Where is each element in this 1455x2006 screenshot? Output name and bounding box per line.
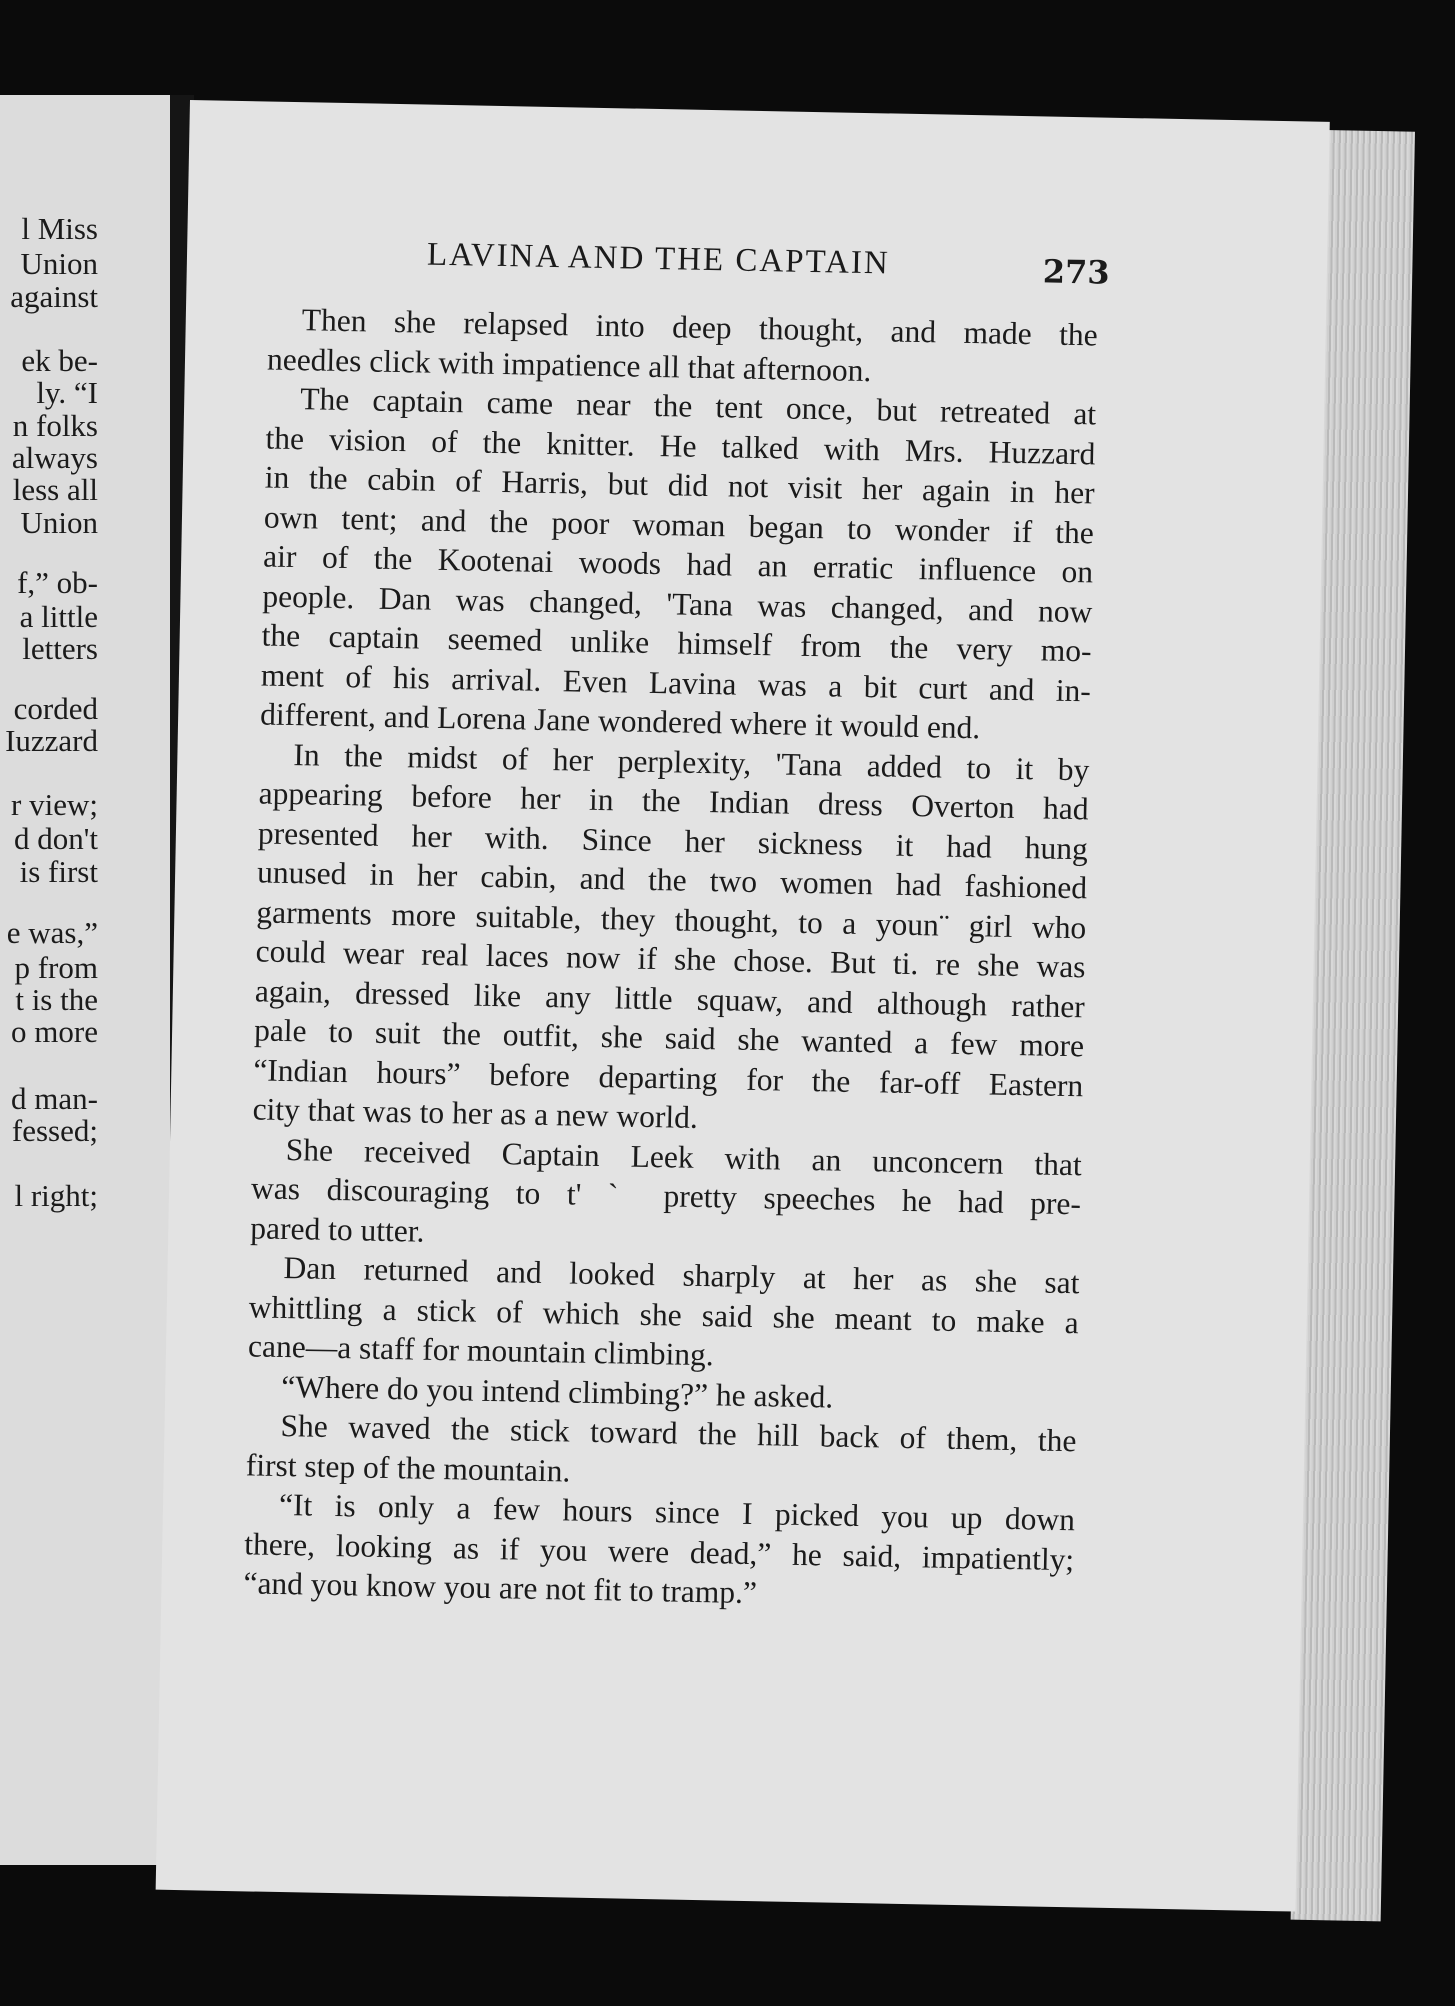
body-text-line: air of the Kootenai woods had an erratic influence on — [262, 538, 1094, 590]
body-text-line: Then she relapsed into deep thought, and made the — [301, 302, 1098, 353]
body-text-line: ment of his arrival. Even Lavina was a bit curt and in- — [260, 656, 1092, 708]
facing-page-line: letters — [22, 631, 98, 666]
body-text-line: In the midst of her perplexity, 'Tana added to it by — [293, 736, 1090, 787]
body-text-line: first step of the mountain. — [245, 1446, 571, 1489]
facing-page-line: p from — [14, 950, 98, 985]
running-head: LAVINA AND THE CAPTAIN — [426, 236, 891, 282]
facing-page-line: d man- — [11, 1081, 98, 1116]
body-text-line: own tent; and the poor woman began to wonder if the — [263, 499, 1095, 550]
body-text-line: garments more suitable, they thought, to a youn¨ girl who — [256, 893, 1087, 945]
body-text-line: there, looking as if you were dead,” he said, impatiently; — [243, 1525, 1075, 1577]
body-text-line: could wear real laces now if she chose. But ti. re she was — [255, 933, 1086, 985]
body-text-line: the captain seemed unlike himself from the very mo- — [261, 617, 1092, 669]
body-text-line: the vision of the knitter. He talked with Mrs. Huzzard — [265, 420, 1096, 471]
facing-page-line: Union — [20, 246, 98, 281]
body-text-line: She received Captain Leek with an unconcern that — [285, 1131, 1083, 1182]
facing-page-line: Iuzzard — [5, 723, 98, 758]
body-text-line: needles click with impatience all that afternoon. — [266, 341, 872, 388]
facing-page-line: ek be- — [21, 343, 98, 378]
facing-page-line: ly. “I — [36, 375, 98, 410]
facing-page-line: fessed; — [11, 1113, 98, 1148]
body-text-line: presented her with. Since her sickness it had hung — [257, 814, 1089, 866]
body-text-line: pale to suit the outfit, she said she wanted a few more — [253, 1012, 1085, 1064]
body-text-line: appearing before her in the Indian dress Overton had — [258, 775, 1089, 827]
body-text-line: in the cabin of Harris, but did not visit her again in her — [264, 459, 1095, 511]
body-text-line: Dan returned and looked sharply at her as she sat — [283, 1250, 1080, 1301]
body-text-line: unused in her cabin, and the two women had fashioned — [256, 854, 1088, 906]
facing-page-line: r view; — [11, 787, 98, 822]
body-text-line: pared to utter. — [250, 1209, 425, 1249]
body-text-line: The captain came near the tent once, but retreated at — [299, 381, 1097, 432]
book-page — [156, 100, 1330, 1912]
body-text-line: “Indian hours” before departing for the far-off Eastern — [253, 1051, 1084, 1103]
facing-page-line: less all — [12, 472, 98, 507]
body-text-line: “Where do you intend climbing?” he asked. — [280, 1368, 834, 1415]
page-body-text — [243, 300, 1098, 1619]
facing-page-line: d don't — [14, 821, 98, 856]
facing-page-line: a little — [19, 599, 98, 634]
body-text-line: city that was to her as a new world. — [252, 1091, 699, 1135]
facing-page-line: Union — [20, 505, 98, 540]
facing-page-line: always — [11, 440, 98, 475]
body-text-line: “It is only a few hours since I picked you up down — [278, 1486, 1076, 1538]
facing-page-line: f,” ob- — [17, 565, 98, 600]
facing-page-line: e was,” — [6, 915, 98, 950]
body-text-line: was discouraging to t' ˋ pretty speeches he had pre- — [250, 1170, 1082, 1222]
facing-page-fragment — [0, 95, 174, 1865]
facing-page-line: is first — [19, 854, 98, 889]
facing-page-line: l Miss — [21, 211, 98, 246]
page-number: 273 — [1042, 252, 1111, 292]
body-text-line: different, and Lorena Jane wondered where it would end. — [259, 696, 981, 746]
body-text-line: people. Dan was changed, 'Tana was changed, and now — [262, 577, 1093, 629]
facing-page-line: n folks — [12, 408, 98, 443]
body-text-line: cane—a staff for mountain climbing. — [247, 1328, 715, 1373]
body-text-line: “and you know you are not fit to tramp.” — [243, 1565, 758, 1611]
facing-page-line: o more — [11, 1014, 98, 1049]
body-text-line: whittling a stick of which she said she meant to make a — [248, 1288, 1080, 1340]
facing-page-line: corded — [13, 691, 98, 726]
facing-page-line: l right; — [14, 1178, 98, 1213]
facing-page-line: t is the — [15, 982, 98, 1017]
facing-page-line: against — [10, 279, 98, 314]
body-text-line: She waved the stick toward the hill back of them, the — [280, 1407, 1077, 1459]
body-text-line: again, dressed like any little squaw, and although rather — [254, 972, 1086, 1024]
